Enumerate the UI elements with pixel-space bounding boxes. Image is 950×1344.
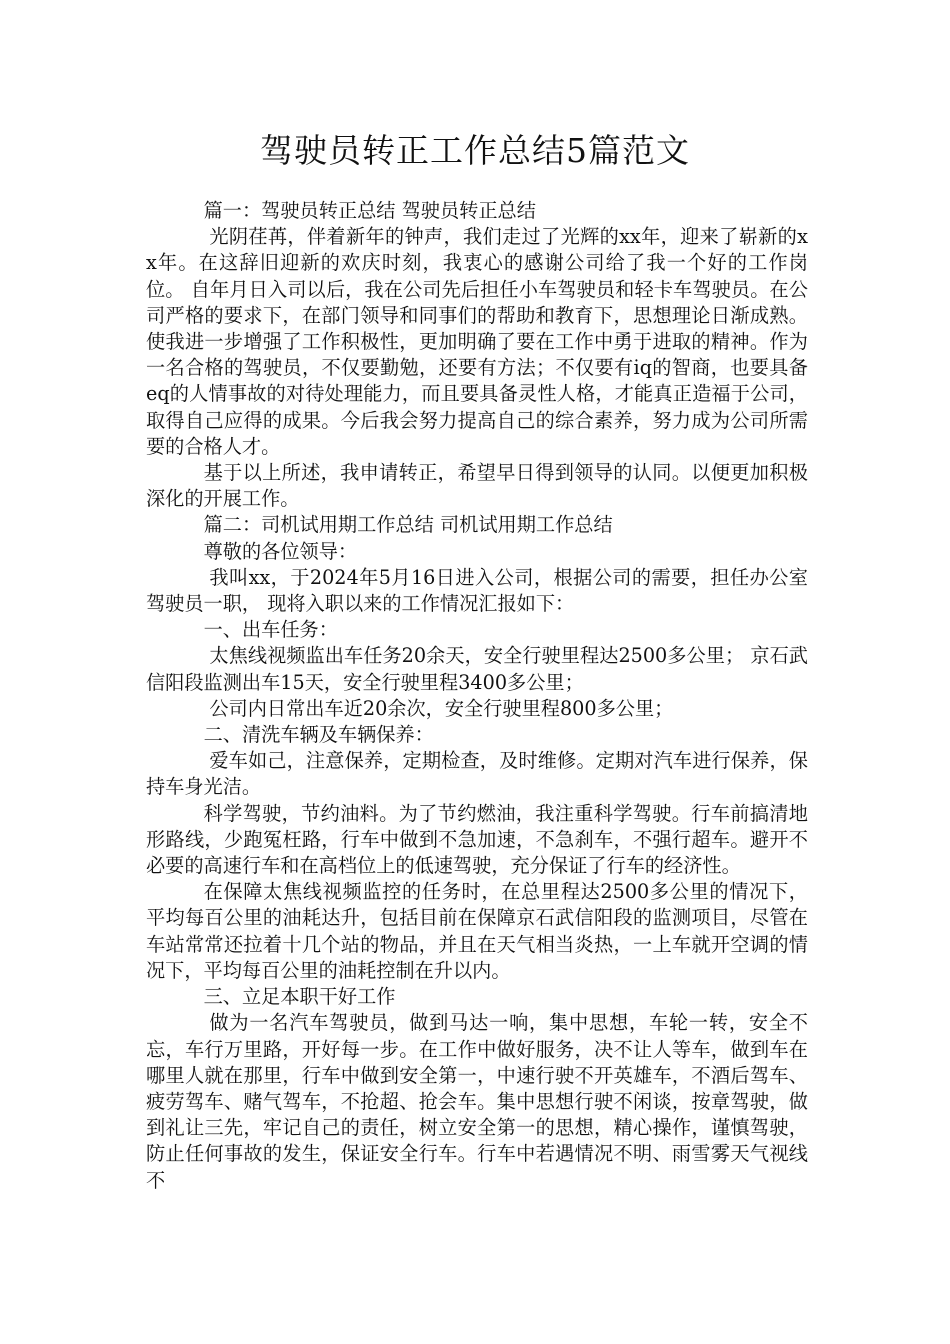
subheading-job-duties: 三、立足本职干好工作	[203, 985, 396, 1009]
body-paragraph: 科学驾驶，节约油料。为了节约燃油，我注重科学驾驶。行车前搞清地形路线，少跑冤枉路，行车中做到不急加速，不急刹车，不强行超车。避开不必要的高速行车和在高档位上的低速驾驶，充分保证了行车的经济性。	[146, 801, 808, 878]
section-heading-1: 篇一：驾驶员转正总结 驾驶员转正总结	[203, 199, 536, 222]
body-paragraph: 爱车如己，注意保养，定期检查，及时维修。定期对汽车进行保养，保持车身光洁。	[146, 749, 808, 799]
salutation: 尊敬的各位领导：	[203, 539, 358, 563]
body-paragraph: 基于以上所述，我申请转正，希望早日得到领导的认同。以便更加积极深化的开展工作。	[146, 461, 808, 511]
subheading-vehicle-maintenance: 二、清洗车辆及车辆保养：	[203, 723, 434, 747]
body-paragraph: 光阴荏苒，伴着新年的钟声，我们走过了光辉的xx年，迎来了崭新的xx年。在这辞旧迎新的欢庆时刻，我衷心的感谢公司给了我一个好的工作岗位。 自年月日入司以后，我在公司先后担任小车驾驶员和轻卡车驾驶员。在公司严格的要求下，在部门领导和同事们的帮助和教育下，思想理论日渐成熟。使我进一步增强了工作积极性，更加明确了要在工作中勇于进取的精神。作为一名合格的驾驶员，不仅要勤勉，还要有方法；不仅要有iq的智商，也要具备eq的人情事故的对待处理能力，而且要具备灵性人格，才能真正造福于公司，取得自己应得的成果。今后我会努力提高自己的综合素养，努力成为公司所需要的合格人才。	[146, 225, 808, 458]
body-paragraph: 做为一名汽车驾驶员，做到马达一响，集中思想，车轮一转，安全不忘，车行万里路，开好每一步。在工作中做好服务，决不让人等车，做到车在哪里人就在那里，行车中做到安全第一，中速行驶不开英雄车，不酒后驾车、疲劳驾车、赌气驾车，不抢超、抢会车。集中思想行驶不闲谈，按章驾驶，做到礼让三先，牢记自己的责任，树立安全第一的思想，精心操作，谨慎驾驶，防止任何事故的发生，保证安全行车。行车中若遇情况不明、雨雪雾天气视线不	[146, 1011, 808, 1192]
section-heading-2: 篇二：司机试用期工作总结 司机试用期工作总结	[203, 513, 613, 537]
document-title: 驾驶员转正工作总结5篇范文	[260, 131, 690, 170]
body-paragraph: 公司内日常出车近20余次，安全行驶里程800多公里；	[209, 696, 674, 720]
body-paragraph: 太焦线视频监出车任务20余天，安全行驶里程达2500多公里； 京石武信阳段监测出车15天，安全行驶里程3400多公里；	[146, 644, 808, 694]
subheading-driving-tasks: 一、出车任务：	[203, 618, 338, 642]
body-paragraph: 在保障太焦线视频监控的任务时，在总里程达2500多公里的情况下，平均每百公里的油耗达升，包括目前在保障京石武信阳段的监测项目，尽管在车站常常还拉着十几个站的物品，并且在天气相当炎热，一上车就开空调的情况下，平均每百公里的油耗控制在升以内。	[146, 880, 808, 982]
body-paragraph: 我叫xx，于2024年5月16日进入公司，根据公司的需要，担任办公室驾驶员一职， 现将入职以来的工作情况汇报如下：	[146, 565, 808, 616]
document-body	[146, 198, 808, 1194]
